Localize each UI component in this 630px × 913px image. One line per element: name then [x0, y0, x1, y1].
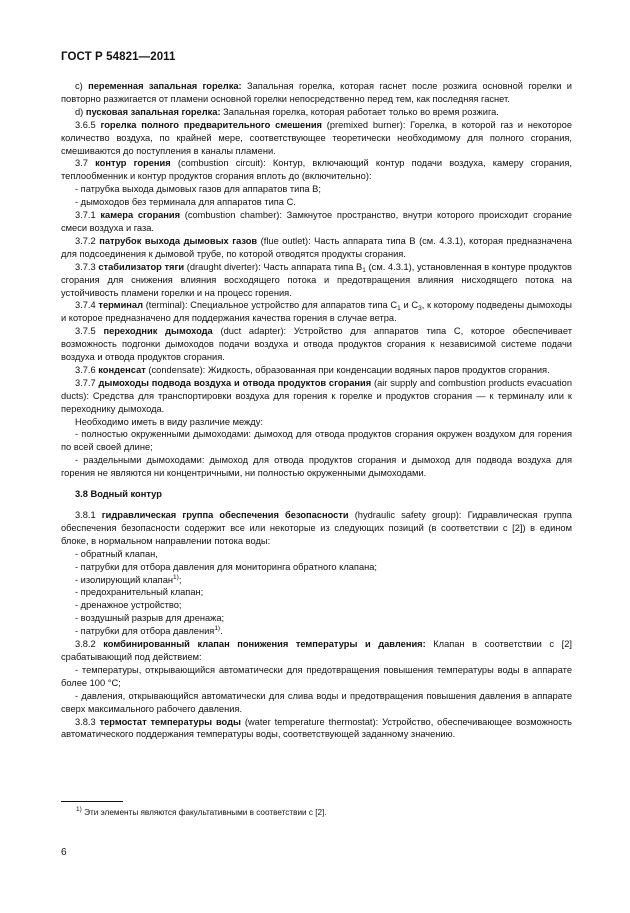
- definition-text: (duct adapter): Устройство для аппаратов типа С, которое обеспечивает возможность подгонки дымоходов подачи воздуха и отвода продуктов сгорания к независимой системе подачи воздуха и отвода продуктов сгорания.: [61, 326, 572, 363]
- clause-3-8-3: [61, 716, 572, 742]
- item-label: d): [75, 106, 84, 117]
- list-item: - давления, открывающийся автоматически для слива воды и предотвращения повышения давления в аппарате сверх максимального рабочего давления.: [61, 690, 572, 714]
- footnote-divider: [61, 801, 123, 802]
- term: стабилизатор тяги: [98, 261, 185, 272]
- list-item: [61, 574, 572, 587]
- clause-number: 3.7.4: [75, 300, 96, 311]
- definition-text: (см. 4.3.1), установленная в контуре продуктов сгорания для снижения влияния восходящего потока и предотвращения влияния нисходящего потока на устойчивость пламени горелки и на процесс горения.: [61, 261, 572, 298]
- clause-3-7-3: [61, 261, 572, 300]
- clause-number: 3.7: [75, 158, 88, 169]
- footnote-ref: 1): [173, 573, 179, 581]
- clause-3-8-1: [61, 509, 572, 548]
- footnote: [76, 808, 327, 817]
- section-heading-3-8: 3.8 Водный контур: [75, 489, 162, 500]
- clause-3-7-6: [61, 364, 572, 377]
- definition-text: Клапан в соответствии с [2] срабатывающий под действием:: [61, 639, 572, 662]
- clause-3-7-5: [61, 325, 572, 364]
- note-text: Необходимо иметь в виду различие между:: [75, 416, 263, 427]
- definition-text: Запальная горелка, которая работает только во время розжига.: [223, 106, 499, 117]
- definition-c: [61, 80, 572, 106]
- term: горелка полного предварительного смешения: [100, 119, 322, 130]
- clause-number: 3.7.3: [75, 261, 96, 272]
- term: гидравлическая группа обеспечения безопасности: [101, 510, 349, 520]
- definition-d: [61, 106, 572, 119]
- footnote-ref: 1): [214, 625, 221, 633]
- list-item: - патрубка выхода дымовых газов для аппаратов типа В;: [75, 184, 321, 195]
- list-item: - температуры, открывающийся автоматически для предотвращения повышения температуры воды в аппарате более 100 °С;: [61, 664, 572, 688]
- page-body: [61, 80, 572, 741]
- subscript: 3: [418, 305, 422, 313]
- clause-number: 3.8.3: [75, 716, 96, 727]
- clause-number: 3.7.2: [75, 235, 96, 246]
- clause-number: 3.6.5: [75, 119, 96, 130]
- clause-3-7: [61, 157, 572, 183]
- term: дымоходы подвода воздуха и отвода продуктов сгорания: [98, 377, 372, 388]
- list-item: - патрубки для отбора давления для мониторинга обратного клапана;: [75, 561, 378, 572]
- list-item-text: - изолирующий клапан: [75, 574, 174, 585]
- definition-text: (draught diverter): Часть аппарата типа В: [186, 261, 363, 272]
- list-item-text: .: [220, 626, 223, 637]
- definition-text: , к которому подведены дымоходы и которое предназначено для поддержания качества горения в случае ветра.: [61, 300, 572, 324]
- list-item: - дымоходов без терминала для аппаратов типа С.: [75, 197, 296, 208]
- definition-text: (hydraulic safety group): Гидравлическая группа обеспечения безопасности содержит все или некоторые из следующих позиций (в соответствии с [2]) в едином блоке, в нормальном направлении потока воды:: [61, 510, 572, 546]
- list-item-text: ;: [178, 574, 182, 585]
- term: переменная запальная горелка:: [88, 81, 242, 91]
- definition-text: Запальная горелка, которая гаснет после розжига основной горелки и повторно разжигается от пламени основной горелки непосредственно перед тем, как последняя гаснет.: [61, 81, 572, 104]
- definition-text: (premixed burner): Горелка, в которой газ и некоторое количество воздуха, по крайней мере, соответствующее теоретически необходимому для полного сгорания, смешиваются до поступления в каналы пламени.: [61, 119, 573, 156]
- term: патрубок выхода дымовых газов: [99, 235, 258, 246]
- subscript: 1: [362, 266, 366, 274]
- clause-number: 3.8.2: [75, 639, 96, 650]
- clause-3-7-4: [61, 299, 572, 325]
- definition-text: (combustion circuit): Контур, включающий контур подачи воздуха, камеру сгорания, теплообменник и контур продуктов сгорания вплоть до (включительно):: [61, 158, 572, 182]
- list-item-text: - патрубки для отбора давления: [75, 626, 215, 637]
- list-item: - дренажное устройство;: [75, 600, 182, 611]
- clause-3-7-1: [61, 209, 572, 235]
- term: камера сгорания: [100, 210, 181, 221]
- definition-text: (water temperature thermostat): Устройство, обеспечивающее возможность автоматического поддержания температуры воды, соответствующей заданному значению.: [61, 716, 572, 740]
- page-number: 6: [61, 847, 67, 858]
- definition-text: (combustion chamber): Замкнутое пространство, внутри которого происходит сгорание смеси воздуха и газа.: [61, 210, 572, 233]
- list-item: - обратный клапан,: [75, 548, 158, 559]
- list-item: - раздельными дымоходами: дымоход для отвода продуктов сгорания и дымоход для подвода воздуха для горения не являются ни концентричными, ни полностью окруженными дымоходами.: [61, 455, 572, 479]
- term: переходник дымохода: [103, 326, 213, 337]
- document-code-header: ГОСТ Р 54821—2011: [61, 51, 176, 63]
- clause-number: 3.7.7: [75, 377, 96, 388]
- clause-number: 3.7.1: [75, 210, 96, 221]
- term: термостат температуры воды: [99, 716, 241, 727]
- list-item: - предохранительный клапан;: [75, 587, 204, 598]
- footnote-text: Эти элементы являются факультативными в соответствии с [2].: [84, 808, 327, 817]
- clause-number: 3.7.5: [75, 326, 96, 337]
- clause-3-7-2: [61, 235, 572, 261]
- subscript: 1: [397, 305, 401, 313]
- definition-text: (condensate): Жидкость, образованная при конденсации водяных паров продуктов сгорания.: [148, 364, 550, 375]
- term: комбинированный клапан понижения температуры и давления:: [103, 639, 426, 650]
- clause-3-8-2: [61, 638, 572, 664]
- term: контур горения: [95, 158, 171, 169]
- footnote-mark: 1): [76, 806, 82, 813]
- clause-number: 3.8.1: [75, 510, 96, 520]
- list-item: [61, 625, 572, 638]
- list-item: - полностью окруженными дымоходами: дымоход для отвода продуктов сгорания окружен воздухом для горения по всей своей длине;: [61, 429, 572, 453]
- definition-text: и С: [403, 300, 419, 311]
- clause-3-6-5: [61, 119, 572, 158]
- clause-number: 3.7.6: [75, 364, 96, 375]
- item-label: c): [75, 81, 83, 91]
- term: конденсат: [98, 364, 146, 375]
- term: пусковая запальная горелка:: [85, 106, 221, 117]
- definition-text: (air supply and combustion products evacuation ducts): Средства для транспортировки воздуха для горения к горелке и продуктов сгорания — к терминалу или к переходнику дымохода.: [61, 377, 573, 414]
- definition-text: (flue outlet): Часть аппарата типа В (см. 4.3.1), которая предназначена для подсоединения к дымовой трубе, по которой отводятся продукты сгорания.: [61, 235, 572, 259]
- definition-text: (terminal): Специальное устройство для аппаратов типа С: [145, 300, 398, 311]
- term: терминал: [98, 300, 143, 311]
- clause-3-7-7: [61, 377, 572, 416]
- list-item: - воздушный разрыв для дренажа;: [75, 613, 225, 624]
